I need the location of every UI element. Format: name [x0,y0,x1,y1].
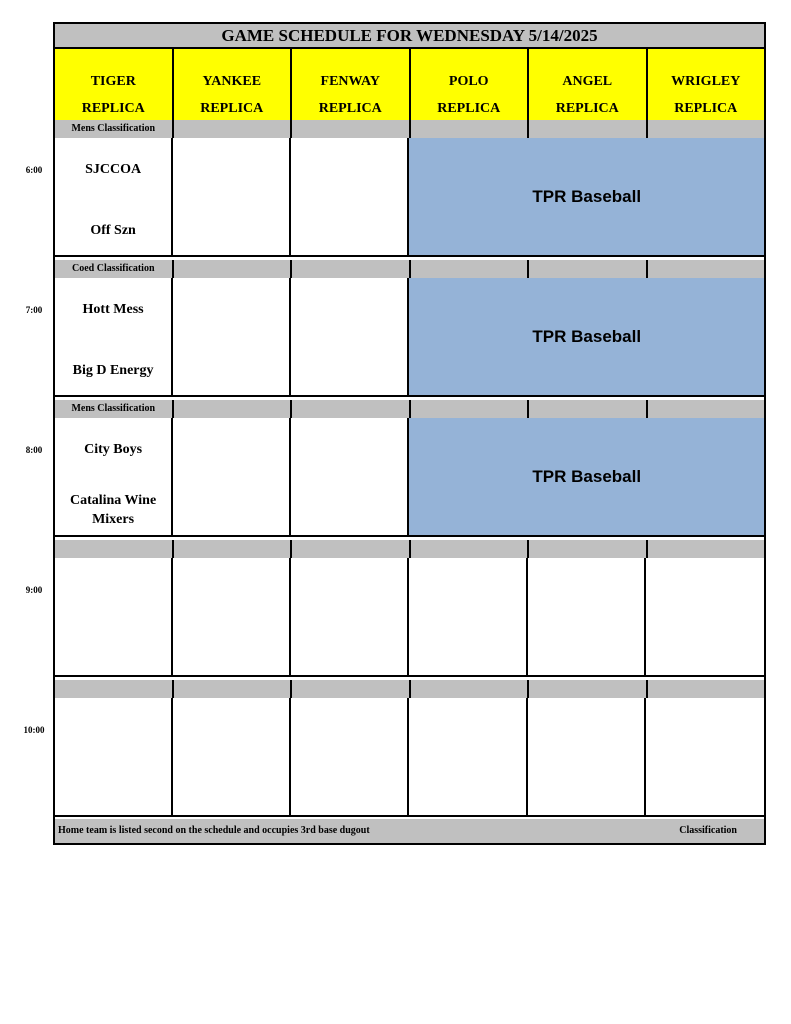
time-label-10: 10:00 [23,725,45,735]
game-cell [55,138,173,255]
empty-cell [291,418,409,535]
classification-label: Coed Classification [55,260,174,279]
band-cell [648,680,765,699]
game-cell [55,278,173,395]
band-cell [529,260,648,279]
home-team: Off Szn [90,223,136,238]
empty-cell [291,138,409,255]
band-cell [648,400,765,419]
time-label-8: 8:00 [25,445,43,455]
field-type: REPLICA [674,101,738,116]
time-slot-row [55,138,764,257]
band-cell [529,680,648,699]
time-label-6: 6:00 [25,165,43,175]
away-team: SJCCOA [85,162,142,177]
band-cell [648,120,765,139]
field-name: WRIGLEY [671,74,741,89]
empty-cell [528,698,646,815]
empty-cell [409,698,527,815]
empty-cell [173,418,291,535]
empty-cell [291,698,409,815]
band-cell [292,680,411,699]
game-cell [55,418,173,535]
band-cell [411,260,530,279]
band-cell [174,680,293,699]
footer-note: Home team is listed second on the schedule and occupies 3rd base dugout [58,825,370,836]
field-name: YANKEE [202,74,262,89]
page-title: GAME SCHEDULE FOR WEDNESDAY 5/14/2025 [55,24,764,49]
time-label-9: 9:00 [25,585,43,595]
band-cell [411,540,530,559]
classification-label: Mens Classification [55,400,174,419]
band-cell [529,540,648,559]
band-cell [292,400,411,419]
band-cell [174,260,293,279]
band-cell [292,260,411,279]
field-type: REPLICA [81,101,145,116]
field-name: POLO [448,74,489,89]
field-type: REPLICA [318,101,382,116]
schedule-sheet [53,22,766,845]
reserved-block: TPR Baseball [409,418,764,535]
time-slot-row [55,278,764,397]
band-cell [648,540,765,559]
band-cell [529,120,648,139]
empty-cell [646,558,764,675]
empty-cell [528,558,646,675]
band-cell [648,260,765,279]
footer-bar [55,819,764,843]
empty-cell [409,558,527,675]
field-name: FENWAY [320,74,380,89]
field-name: ANGEL [562,74,613,89]
away-team: Hott Mess [82,302,144,317]
empty-cell [55,558,173,675]
band-cell [292,540,411,559]
classification-label [55,540,174,559]
band-cell [411,120,530,139]
home-team: Catalina Wine Mixers [69,493,157,527]
field-type: REPLICA [555,101,619,116]
empty-cell [173,278,291,395]
reserved-block: TPR Baseball [409,278,764,395]
band-cell [411,400,530,419]
empty-cell [173,558,291,675]
band-cell [529,400,648,419]
empty-cell [291,558,409,675]
field-type: REPLICA [437,101,501,116]
classification-label: Mens Classification [55,120,174,139]
empty-cell [55,698,173,815]
band-cell [174,400,293,419]
time-slot-row [55,558,764,677]
band-cell [174,120,293,139]
band-cell [292,120,411,139]
empty-cell [173,138,291,255]
home-team: Big D Energy [72,363,154,378]
time-slot-row [55,698,764,817]
field-type: REPLICA [200,101,264,116]
time-slot-row [55,418,764,537]
empty-cell [291,278,409,395]
footer-legend: Classification [679,825,737,836]
empty-cell [646,698,764,815]
field-name: TIGER [90,74,136,89]
empty-cell [173,698,291,815]
away-team: City Boys [84,442,143,457]
classification-label [55,680,174,699]
band-cell [411,680,530,699]
band-cell [174,540,293,559]
time-label-7: 7:00 [25,305,43,315]
reserved-block: TPR Baseball [409,138,764,255]
